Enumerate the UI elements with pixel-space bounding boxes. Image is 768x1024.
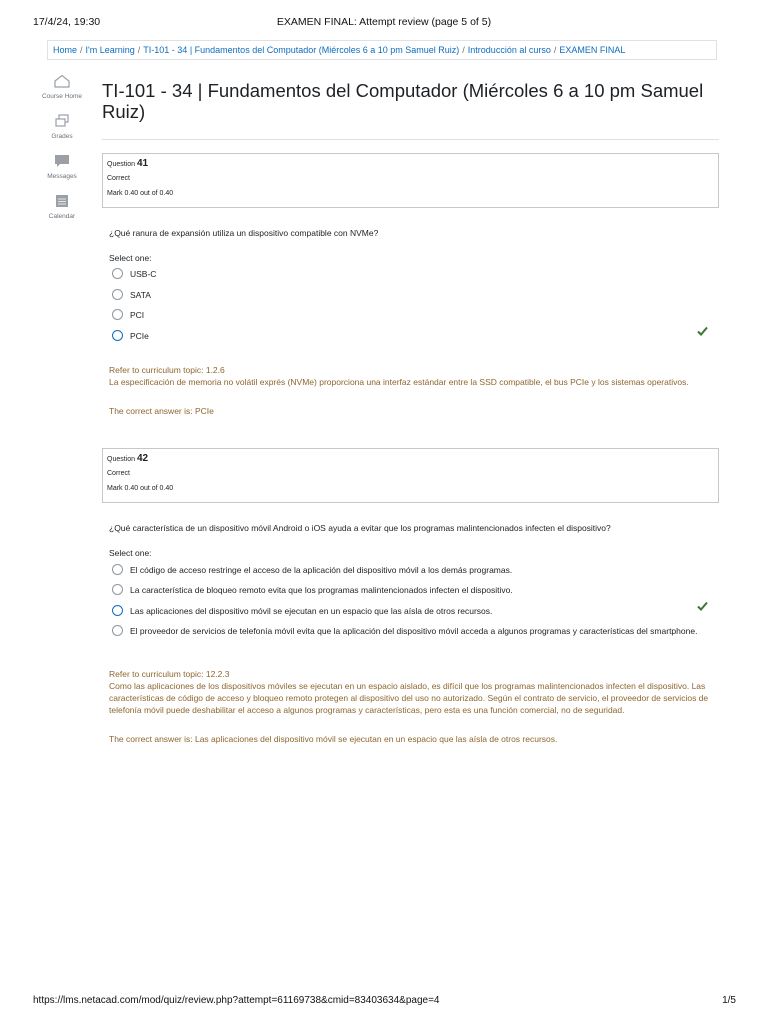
question-grade: Mark 0.40 out of 0.40 (107, 190, 174, 197)
answer-option-label: El proveedor de servicios de telefonía móvil evita que la aplicación del dispositivo móvil acceda a algunos programas y características del smartphone. (130, 626, 698, 636)
nav-calendar[interactable] (40, 194, 84, 221)
answer-option-label: USB-C (130, 269, 157, 279)
select-one-prompt: Select one: (109, 548, 152, 558)
question-text: ¿Qué ranura de expansión utiliza un dispositivo compatible con NVMe? (109, 228, 379, 238)
question-label: Question (107, 161, 136, 168)
feedback-topic: Refer to curriculum topic: 1.2.6 (109, 365, 225, 375)
nav-calendar-label: Calendar (48, 213, 76, 220)
correct-answer-text: The correct answer is: PCIe (109, 406, 214, 416)
nav-messages[interactable] (40, 154, 84, 181)
chat-bubble-icon (54, 154, 70, 168)
breadcrumb-im-learning[interactable]: I'm Learning (85, 45, 135, 55)
breadcrumb-quiz[interactable]: EXAMEN FINAL (559, 45, 626, 55)
feedback-text: La especificación de memoria no volátil exprés (NVMe) proporciona una interfaz estándar entre la SSD compatible, el bus PCIe y los sistemas operativos. (109, 377, 689, 387)
radio-button-selected[interactable] (112, 330, 123, 341)
radio-button-selected[interactable] (112, 605, 123, 616)
print-url: https://lms.netacad.com/mod/quiz/review.php?attempt=61169738&cmid=83403634&page=4 (33, 995, 440, 1006)
radio-button[interactable] (112, 564, 123, 575)
breadcrumb (47, 40, 717, 60)
answer-option-label: La característica de bloqueo remoto evita que los programas malintencionados infecten el dispositivo. (130, 585, 513, 595)
breadcrumb-separator: / (137, 45, 141, 55)
radio-button[interactable] (112, 584, 123, 595)
print-header (0, 14, 768, 30)
print-page-number: 1/5 (722, 995, 736, 1006)
question-text: ¿Qué característica de un dispositivo móvil Android o iOS ayuda a evitar que los programas malintencionados infecten el dispositivo? (109, 523, 611, 533)
nav-messages-label: Messages (47, 173, 77, 180)
question-number (107, 158, 718, 169)
breadcrumb-separator: / (80, 45, 83, 55)
answer-option-label: PCI (130, 310, 145, 320)
page-title: TI-101 - 34 | Fundamentos del Computador (Miércoles 6 a 10 pm Samuel Ruiz) (102, 80, 704, 122)
question-number (107, 453, 718, 464)
correct-check-icon (697, 601, 708, 611)
title-divider (102, 139, 719, 140)
nav-grades-label: Grades (51, 133, 73, 140)
correct-check-icon (697, 326, 708, 336)
question-state: Correct (107, 470, 130, 477)
radio-button[interactable] (112, 625, 123, 636)
breadcrumb-separator: / (553, 45, 557, 55)
question-info-box (102, 448, 719, 503)
answer-option-label: SATA (130, 290, 151, 300)
home-icon (54, 74, 70, 88)
feedback-text: Como las aplicaciones de los dispositivos móviles se ejecutan en un espacio aislado, es difícil que los programas malintencionados infecten el dispositivo. Las características de código de acceso y bloqueo remoto protegen al dispositivo del uso no autorizado. Según el contrato de servicio, el proveedor de servicios de telefonía móvil puede deshabilitar el acceso a algunos programas y características, pero esta es una función comercial, no de seguridad. (109, 681, 709, 715)
select-one-prompt: Select one: (109, 253, 152, 263)
radio-button[interactable] (112, 289, 123, 300)
question-label: Question (107, 456, 136, 463)
answer-option-label: El código de acceso restringe el acceso de la aplicación del dispositivo móvil a los demás programas. (130, 565, 513, 575)
answer-option-label: PCIe (130, 331, 149, 341)
nav-course-home-label: Course Home (41, 93, 83, 100)
feedback (109, 668, 713, 716)
question-grade: Mark 0.40 out of 0.40 (107, 485, 174, 492)
radio-button[interactable] (112, 268, 123, 279)
answer-option-label: Las aplicaciones del dispositivo móvil se ejecutan en un espacio que las aísla de otros recursos. (130, 606, 493, 616)
print-date: 17/4/24, 19:30 (33, 16, 101, 28)
question-state: Correct (107, 175, 130, 182)
breadcrumb-course[interactable]: TI-101 - 34 | Fundamentos del Computador (Miércoles 6 a 10 pm Samuel Ruiz) (143, 45, 460, 55)
radio-button[interactable] (112, 309, 123, 320)
feedback (109, 364, 713, 388)
breadcrumb-separator: / (462, 45, 465, 55)
breadcrumb-section[interactable]: Introducción al curso (467, 45, 551, 55)
nav-course-home[interactable] (40, 74, 84, 101)
print-page-title: EXAMEN FINAL: Attempt review (page 5 of 5) (276, 16, 492, 28)
breadcrumb-home[interactable]: Home (53, 45, 78, 55)
question-number-value: 41 (136, 158, 149, 169)
nav-grades[interactable] (40, 114, 84, 141)
question-number-value: 42 (136, 453, 149, 464)
calendar-icon (54, 194, 70, 208)
feedback-topic: Refer to curriculum topic: 12.2.3 (109, 669, 230, 679)
question-info-box (102, 153, 719, 208)
grades-icon (54, 114, 70, 128)
nav-rail (40, 74, 84, 234)
correct-answer-text: The correct answer is: Las aplicaciones del dispositivo móvil se ejecutan en un espacio que las aísla de otros recursos. (109, 734, 558, 744)
